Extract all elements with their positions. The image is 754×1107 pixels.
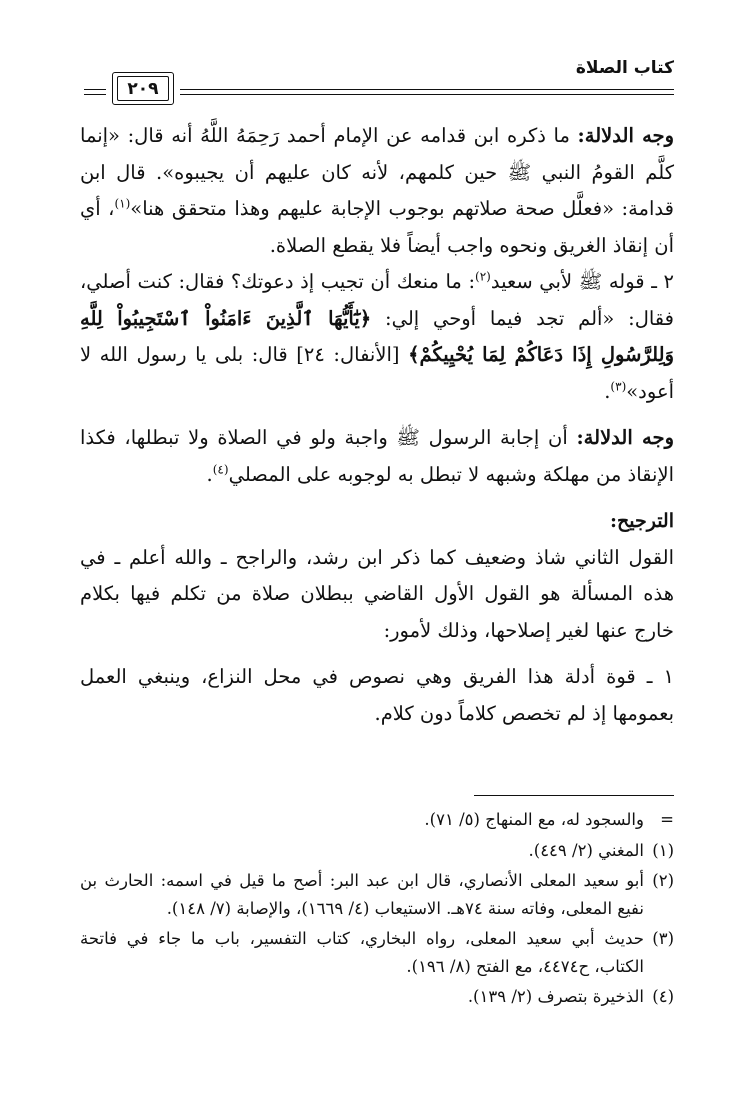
footnote xyxy=(80,837,674,865)
paragraph-evidence-1 xyxy=(80,118,674,264)
footnote-text: الذخيرة بتصرف (٢/ ١٣٩). xyxy=(467,987,644,1006)
footnote-text: أبو سعيد المعلى الأنصاري، قال ابن عبد البر: أصح ما قيل في اسمه: الحارث بن نفيع المعلى، وفاته سنة ٧٤هـ. الاستيعاب (٤/ ١٦٦٩)، والإصابة (٧/ ١٤٨). xyxy=(80,871,644,918)
section-title: الترجيح: xyxy=(609,510,674,532)
paragraph-preference: القول الثاني شاذ وضعيف كما ذكر ابن رشد، والراجح ـ والله أعلم ـ في هذه المسألة هو القول الأول القاضي ببطلان صلاة من تكلم فيها بكلام خارج عنها لغير إصلاحها، وذلك لأمور: xyxy=(80,545,674,642)
lead-phrase: وجه الدلالة: xyxy=(577,124,674,147)
footnote-ref[interactable]: (١) xyxy=(114,196,131,211)
paragraph-text: [الأنفال: ٢٤] قال: بلى يا رسول الله لا أعود» xyxy=(80,343,674,403)
page-number-frame xyxy=(112,72,174,105)
footnotes xyxy=(80,806,674,1014)
running-title: كتاب الصلاة xyxy=(575,58,674,78)
footnote-ref[interactable]: (٣) xyxy=(610,379,627,393)
paragraph-text: أن إجابة الرسول ﷺ واجبة ولو في الصلاة ولا تبطلها، فكذا الإنقاذ من مهلكة وشبهه لا تبطل به لوجوبه على المصلي xyxy=(80,426,674,486)
footnote-text: المغني (٢/ ٤٤٩). xyxy=(528,840,644,860)
lead-phrase: وجه الدلالة: xyxy=(576,426,674,449)
footnote-ref[interactable]: (٤) xyxy=(212,462,229,476)
quran-verse: ﴿يَٰٓأَيُّهَا ٱلَّذِينَ ءَامَنُواْ ٱسْتَجِيبُواْ لِلَّهِ وَلِلرَّسُولِ إِذَا دَعَاكُمْ لِمَا يُحْيِيكُمْ﴾ xyxy=(80,306,674,366)
paragraph-hadith xyxy=(80,264,674,410)
footnote-mark: (٤) xyxy=(652,987,674,1006)
header-rule xyxy=(180,94,674,95)
paragraph-point-1: ١ ـ قوة أدلة هذا الفريق وهي نصوص في محل النزاع، وينبغي العمل بعمومها إذ لم تخصص كلاماً دون كلام. xyxy=(80,665,674,725)
page-number: ٢٠٩ xyxy=(117,76,169,101)
paragraph-text: ما ذكره ابن قدامه عن الإمام أحمد رَحِمَهُ اللَّهُ أنه قال: «إنما كلَّم القومُ النبي ﷺ حين كلمهم، لأنه كان عليهم أن يجيبوه». قال ابن قدامة: «فعلَّل صحة صلاتهم بوجوب الإجابة عليهم وهذا متحقق هنا» xyxy=(80,124,674,220)
header-rule-left xyxy=(84,89,106,90)
footnote-mark: (١) xyxy=(652,840,674,860)
footnote xyxy=(80,806,674,834)
footnote xyxy=(80,983,674,1011)
footnote-text: حديث أبي سعيد المعلى، رواه البخاري، كتاب التفسير، باب ما جاء في فاتحة الكتاب، ح٤٤٧٤، مع الفتح (٨/ ١٩٦). xyxy=(80,929,644,976)
paragraph-text: . xyxy=(604,379,611,403)
paragraph-text: : ما منعك أن تجيب إذ دعوتك؟ فقال: كنت أصلي، فقال: «ألم تجد فيما أوحي إلي: xyxy=(80,270,674,330)
page-header xyxy=(84,58,674,106)
footnote-mark: (٣) xyxy=(652,929,674,948)
header-rule xyxy=(180,89,674,90)
paragraph-text: . xyxy=(206,462,213,486)
footnote xyxy=(80,867,674,922)
footnote-separator xyxy=(474,795,674,796)
main-text xyxy=(80,118,674,732)
footnote-ref[interactable]: (٢) xyxy=(475,269,491,284)
footnote-mark: (٢) xyxy=(652,871,674,890)
paragraph-text: ٢ ـ قوله ﷺ لأبي سعيد xyxy=(490,270,674,293)
paragraph-text: ، أي أن إنقاذ الغريق ونحوه واجب أيضاً فلا يقطع الصلاة. xyxy=(80,197,674,257)
footnote xyxy=(80,925,674,980)
footnote-text: والسجود له، مع المنهاج (٥/ ٧١). xyxy=(424,810,644,829)
section-heading xyxy=(80,503,674,540)
paragraph-evidence-2 xyxy=(80,420,674,493)
header-rule-left xyxy=(84,94,106,95)
footnote-mark: = xyxy=(660,810,674,829)
